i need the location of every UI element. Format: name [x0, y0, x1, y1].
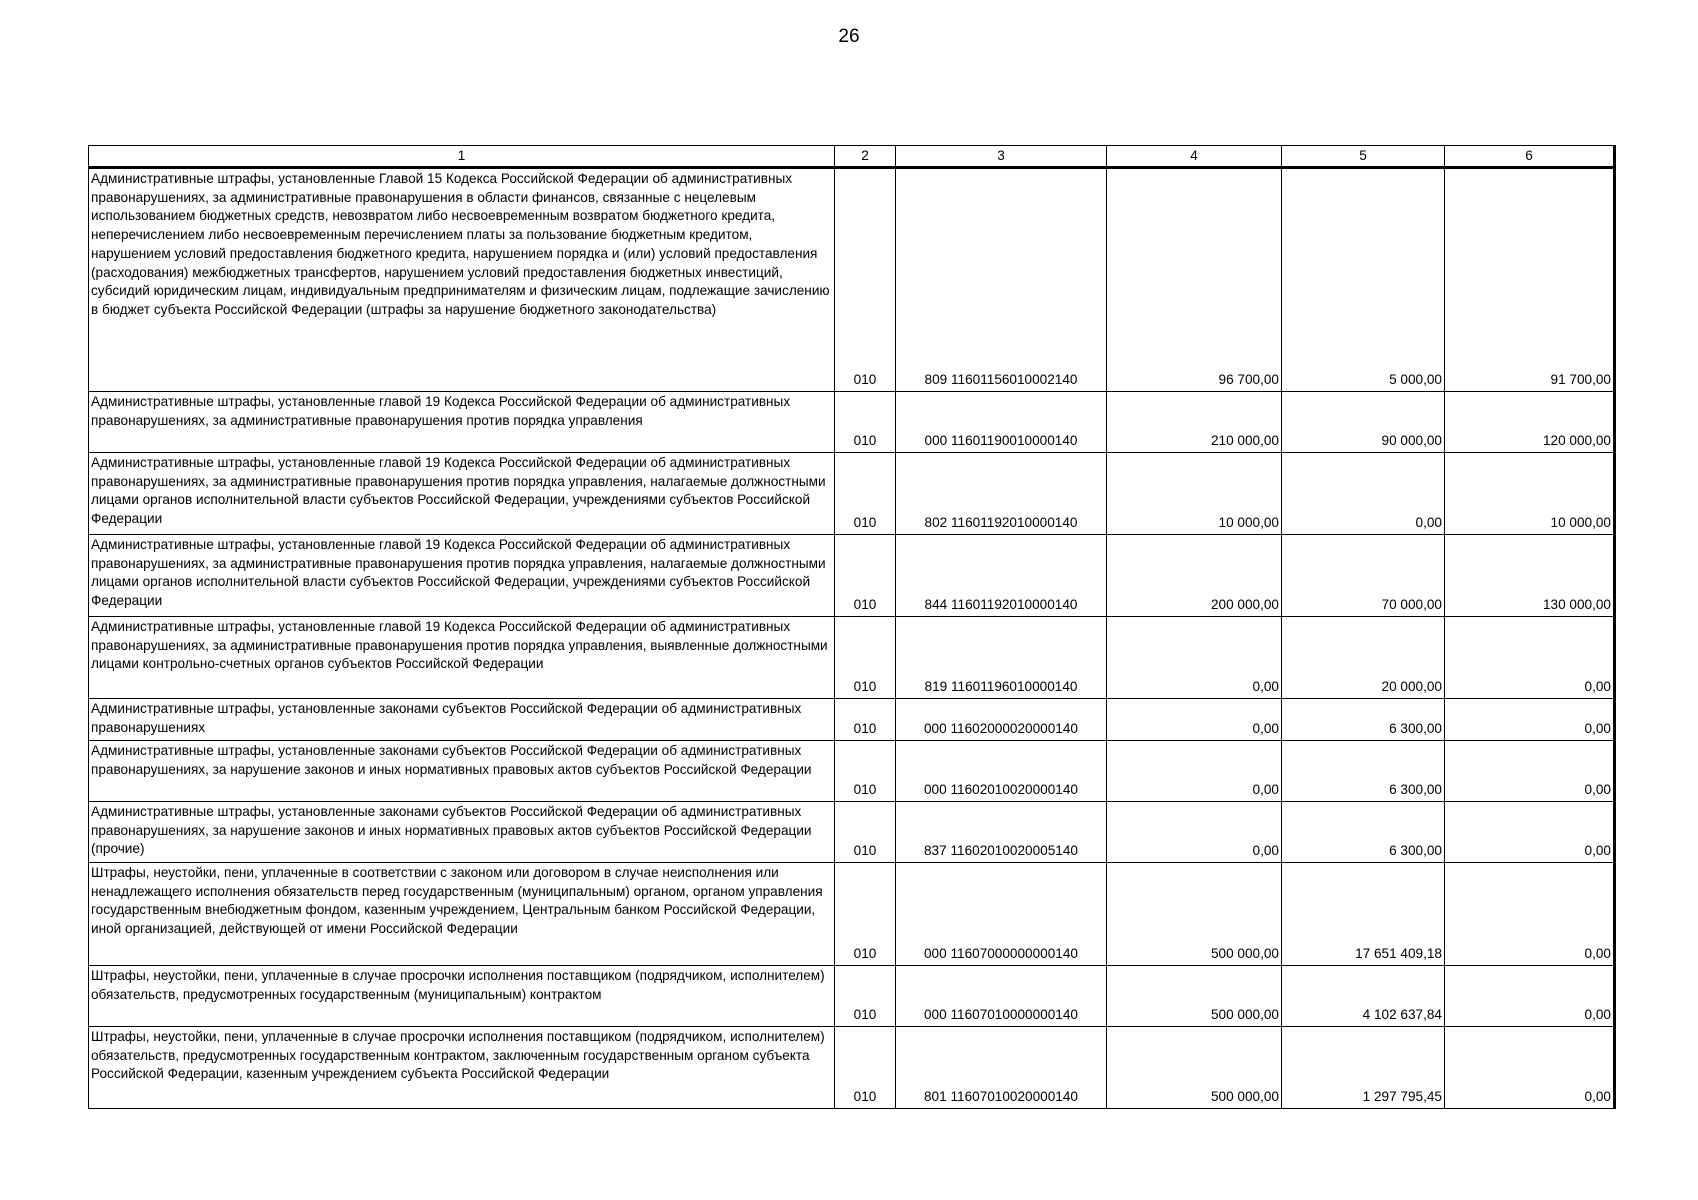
row-col5-value: 1 297 795,45 [1282, 1027, 1445, 1109]
row-income-code: 000 11601190010000140 [896, 392, 1107, 453]
table-row [89, 699, 1615, 741]
row-description: Административные штрафы, установленные главой 19 Кодекса Российской Федерации об административных правонарушениях, за административные правонарушения против порядка управления, выявленные должностными лицами контрольно-счетных органов субъектов Российской Федерации [89, 617, 835, 699]
row-income-code: 819 11601196010000140 [896, 617, 1107, 699]
row-income-code: 801 11607010020000140 [896, 1027, 1107, 1109]
table-row [89, 802, 1615, 863]
row-income-code: 000 11607010000000140 [896, 966, 1107, 1027]
row-col4-value: 210 000,00 [1107, 392, 1282, 453]
row-income-code: 000 11602000020000140 [896, 699, 1107, 741]
row-col5-value: 90 000,00 [1282, 392, 1445, 453]
row-income-code: 837 11602010020005140 [896, 802, 1107, 863]
table-row [89, 966, 1615, 1027]
table-row [89, 617, 1615, 699]
row-col6-value: 0,00 [1445, 699, 1615, 741]
row-description: Штрафы, неустойки, пени, уплаченные в случае просрочки исполнения поставщиком (подрядчиком, исполнителем) обязательств, предусмотренных государственным (муниципальным) контрактом [89, 966, 835, 1027]
table-row [89, 453, 1615, 535]
table-row [89, 1027, 1615, 1109]
row-col6-value: 0,00 [1445, 966, 1615, 1027]
row-description: Штрафы, неустойки, пени, уплаченные в случае просрочки исполнения поставщиком (подрядчиком, исполнителем) обязательств, предусмотренных государственным контрактом, заключенным государственным органом субъекта Российской Федерации, казенным учреждением субъекта Российской Федерации [89, 1027, 835, 1109]
row-income-code: 000 11602010020000140 [896, 741, 1107, 802]
row-col4-value: 10 000,00 [1107, 453, 1282, 535]
row-line-code: 010 [835, 966, 896, 1027]
row-col4-value: 500 000,00 [1107, 966, 1282, 1027]
row-col6-value: 0,00 [1445, 741, 1615, 802]
row-line-code: 010 [835, 1027, 896, 1109]
row-income-code: 000 11607000000000140 [896, 863, 1107, 966]
row-col6-value: 0,00 [1445, 1027, 1615, 1109]
header-col-5: 5 [1282, 146, 1445, 168]
row-line-code: 010 [835, 168, 896, 392]
row-income-code: 844 11601192010000140 [896, 535, 1107, 617]
report-table [88, 145, 1616, 1109]
row-col5-value: 4 102 637,84 [1282, 966, 1445, 1027]
row-line-code: 010 [835, 699, 896, 741]
header-col-4: 4 [1107, 146, 1282, 168]
row-description: Штрафы, неустойки, пени, уплаченные в соответствии с законом или договором в случае неисполнения или ненадлежащего исполнения обязательств перед государственным (муниципальным) органом, органом управления государственным внебюджетным фондом, казенным учреждением, Центральным банком Российской Федерации, иной организацией, действующей от имени Российской Федерации [89, 863, 835, 966]
row-description: Административные штрафы, установленные законами субъектов Российской Федерации об административных правонарушениях [89, 699, 835, 741]
row-col4-value: 0,00 [1107, 617, 1282, 699]
page-number: 26 [838, 26, 860, 47]
row-line-code: 010 [835, 802, 896, 863]
row-line-code: 010 [835, 863, 896, 966]
row-col4-value: 0,00 [1107, 699, 1282, 741]
row-description: Административные штрафы, установленные главой 19 Кодекса Российской Федерации об административных правонарушениях, за административные правонарушения против порядка управления, налагаемые должностными лицами органов исполнительной власти субъектов Российской Федерации, учреждениями субъектов Российской Федерации [89, 535, 835, 617]
row-col6-value: 10 000,00 [1445, 453, 1615, 535]
row-col4-value: 500 000,00 [1107, 1027, 1282, 1109]
row-col5-value: 0,00 [1282, 453, 1445, 535]
row-col5-value: 20 000,00 [1282, 617, 1445, 699]
row-col6-value: 0,00 [1445, 617, 1615, 699]
table-row [89, 863, 1615, 966]
row-col5-value: 6 300,00 [1282, 802, 1445, 863]
row-col5-value: 5 000,00 [1282, 168, 1445, 392]
header-row [89, 146, 1615, 168]
row-line-code: 010 [835, 617, 896, 699]
row-description: Административные штрафы, установленные главой 19 Кодекса Российской Федерации об административных правонарушениях, за административные правонарушения против порядка управления, налагаемые должностными лицами органов исполнительной власти субъектов Российской Федерации, учреждениями субъектов Российской Федерации [89, 453, 835, 535]
table-row [89, 168, 1615, 392]
row-description: Административные штрафы, установленные законами субъектов Российской Федерации об административных правонарушениях, за нарушение законов и иных нормативных правовых актов субъектов Российской Федерации (прочие) [89, 802, 835, 863]
row-col5-value: 6 300,00 [1282, 741, 1445, 802]
row-line-code: 010 [835, 392, 896, 453]
row-col4-value: 200 000,00 [1107, 535, 1282, 617]
row-description: Административные штрафы, установленные Главой 15 Кодекса Российской Федерации об административных правонарушениях, за административные правонарушения в области финансов, связанные с нецелевым использованием бюджетных средств, невозвратом либо несвоевременным возвратом бюджетного кредита, неперечислением либо несвоевременным перечислением платы за пользование бюджетным кредитом, нарушением условий предоставления бюджетного кредита, нарушением порядка и (или) условий предоставления (расходования) межбюджетных трансфертов, нарушением условий предоставления бюджетных инвестиций, субсидий юридическим лицам, индивидуальным предпринимателям и физическим лицам, подлежащие зачислению в бюджет субъекта Российской Федерации (штрафы за нарушение бюджетного законодательства) [89, 168, 835, 392]
row-col6-value: 0,00 [1445, 863, 1615, 966]
row-col6-value: 0,00 [1445, 802, 1615, 863]
row-line-code: 010 [835, 453, 896, 535]
row-col4-value: 500 000,00 [1107, 863, 1282, 966]
row-col5-value: 17 651 409,18 [1282, 863, 1445, 966]
header-col-1: 1 [89, 146, 835, 168]
table-row [89, 741, 1615, 802]
row-col6-value: 120 000,00 [1445, 392, 1615, 453]
table-row [89, 392, 1615, 453]
row-col5-value: 70 000,00 [1282, 535, 1445, 617]
row-description: Административные штрафы, установленные законами субъектов Российской Федерации об административных правонарушениях, за нарушение законов и иных нормативных правовых актов субъектов Российской Федерации [89, 741, 835, 802]
row-col6-value: 130 000,00 [1445, 535, 1615, 617]
header-col-3: 3 [896, 146, 1107, 168]
row-col5-value: 6 300,00 [1282, 699, 1445, 741]
row-description: Административные штрафы, установленные главой 19 Кодекса Российской Федерации об административных правонарушениях, за административные правонарушения против порядка управления [89, 392, 835, 453]
row-col4-value: 96 700,00 [1107, 168, 1282, 392]
row-col6-value: 91 700,00 [1445, 168, 1615, 392]
header-col-2: 2 [835, 146, 896, 168]
table-row [89, 535, 1615, 617]
row-income-code: 809 11601156010002140 [896, 168, 1107, 392]
row-col4-value: 0,00 [1107, 741, 1282, 802]
row-income-code: 802 11601192010000140 [896, 453, 1107, 535]
header-col-6: 6 [1445, 146, 1615, 168]
row-line-code: 010 [835, 535, 896, 617]
row-line-code: 010 [835, 741, 896, 802]
row-col4-value: 0,00 [1107, 802, 1282, 863]
